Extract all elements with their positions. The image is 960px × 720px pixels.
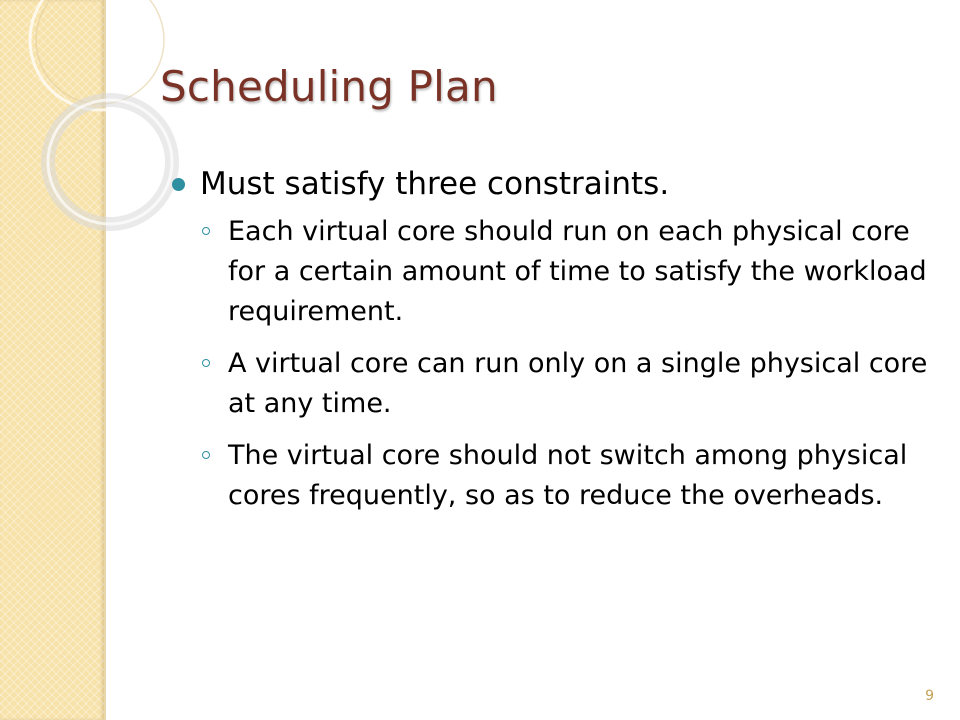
sub-bullet-text: The virtual core should not switch among physical cores frequently, so as to reduce the overheads.	[228, 440, 908, 511]
slide-body	[170, 162, 930, 528]
sub-bullet	[170, 436, 930, 516]
sub-bullet-list	[170, 212, 930, 516]
sub-bullet	[170, 344, 930, 424]
bullet-ring-icon	[202, 359, 210, 367]
main-bullet	[170, 162, 930, 206]
bullet-dot-icon	[172, 178, 185, 191]
decorative-circle-top	[30, 0, 170, 110]
sub-bullet-text: Each virtual core should run on each physical core for a certain amount of time to satisfy the workload requirement.	[228, 216, 927, 327]
decorative-circle-top-inner	[36, 0, 164, 104]
page-number: 9	[925, 688, 934, 704]
sub-bullet-text: A virtual core can run only on a single physical core at any time.	[228, 348, 928, 419]
bullet-ring-icon	[202, 227, 210, 235]
bullet-ring-icon	[202, 451, 210, 459]
decorative-circle-ring-highlight	[48, 100, 172, 224]
sub-bullet	[170, 212, 930, 332]
main-bullet-text: Must satisfy three constraints.	[200, 166, 670, 202]
slide-title: Scheduling Plan	[160, 62, 498, 111]
